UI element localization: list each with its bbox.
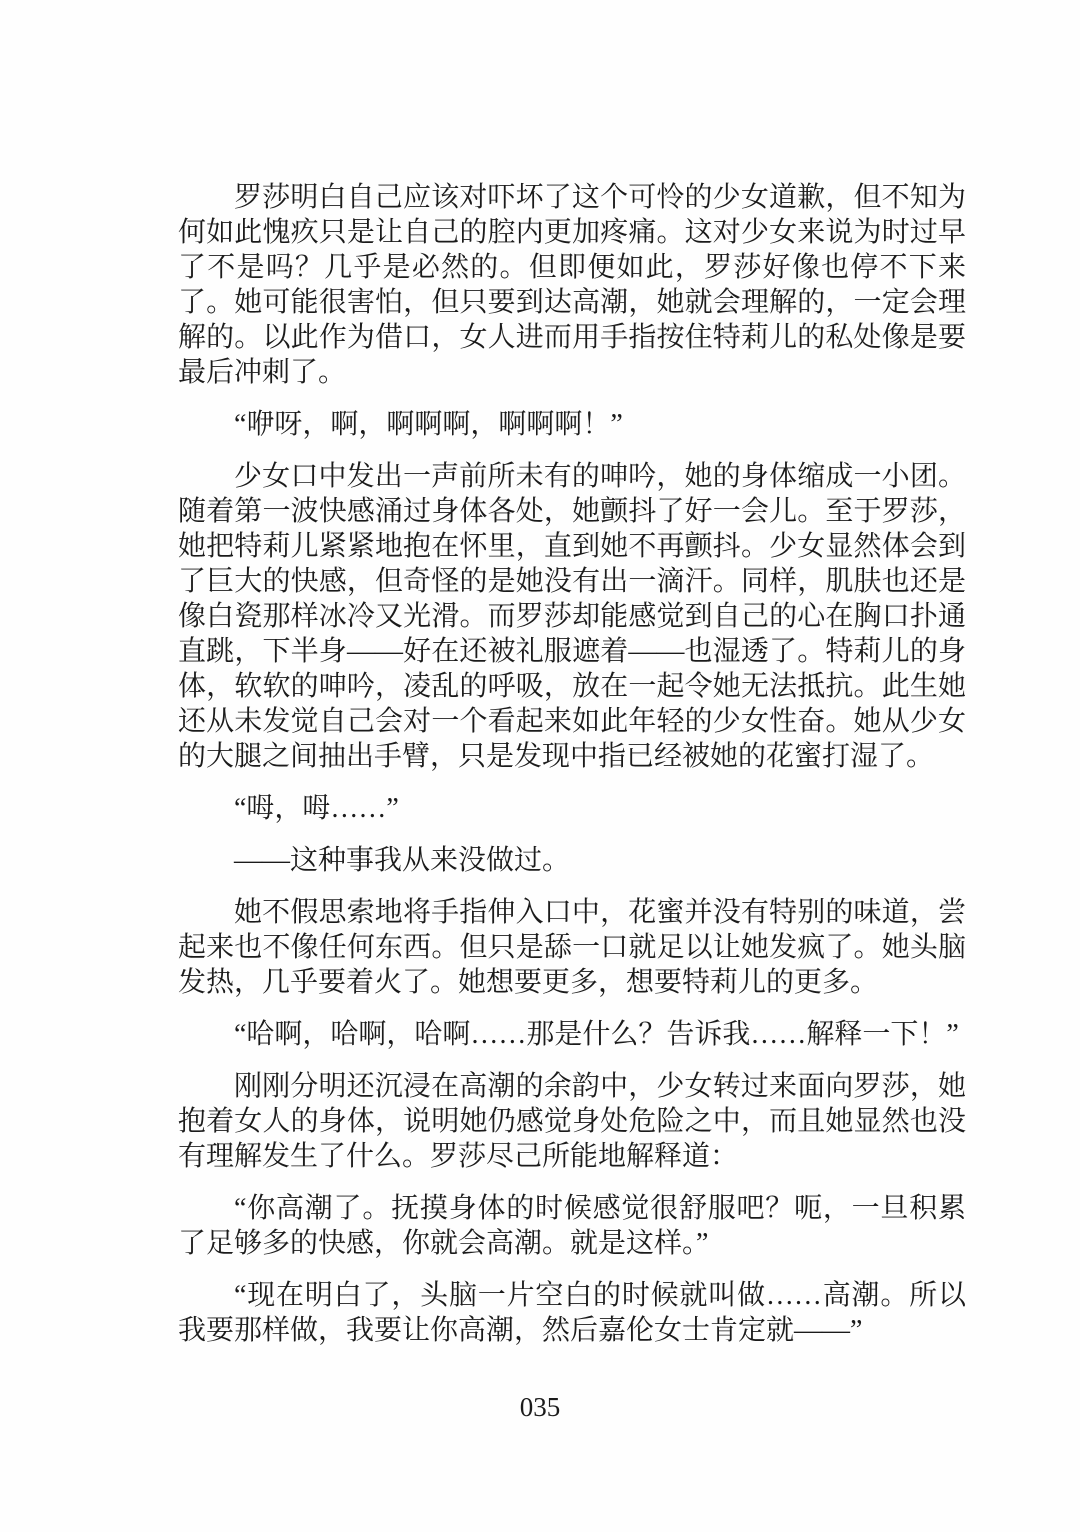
paragraph-thought: ——这种事我从来没做过。 <box>234 845 571 876</box>
paragraph-narration: 少女口中发出一声前所未有的呻吟，她的身体缩成一小团。随着第一波快感涌过身体各处，她颤抖了好一会儿。至于罗莎，她把特莉儿紧紧地抱在怀里，直到她不再颤抖。少女显然体会到了巨大的快感，但奇怪的是她没有出一滴汗。同样，肌肤也还是像白瓷那样冰冷又光滑。而罗莎却能感觉到自己的心在胸口扑通直跳，下半身——好在还被礼服遮着——也湿透了。特莉儿的身体，软软的呻吟，凌乱的呼吸，放在一起令她无法抵抗。此生她还从未发觉自己会对一个看起来如此年轻的少女性奋。她从少女的大腿之间抽出手臂，只是发现中指已经被她的花蜜打湿了。 <box>178 461 966 772</box>
paragraph-dialogue: “咿呀，啊，啊啊啊，啊啊啊！” <box>234 409 623 440</box>
page-footer <box>0 1390 1080 1424</box>
paragraph-dialogue: “现在明白了，头脑一片空白的时候就叫做……高潮。所以我要那样做，我要让你高潮，然后嘉伦女士肯定就——” <box>178 1280 966 1346</box>
paragraph-narration: 她不假思索地将手指伸入口中，花蜜并没有特别的味道，尝起来也不像任何东西。但只是舔一口就足以让她发疯了。她头脑发热，几乎要着火了。她想要更多，想要特莉儿的更多。 <box>178 897 966 998</box>
paragraph-narration: 罗莎明白自己应该对吓坏了这个可怜的少女道歉，但不知为何如此愧疚只是让自己的腔内更加疼痛。这对少女来说为时过早了不是吗？几乎是必然的。但即便如此，罗莎好像也停不下来了。她可能很害怕，但只要到达高潮，她就会理解的，一定会理解的。以此作为借口，女人进而用手指按住特莉儿的私处像是要最后冲刺了。 <box>178 182 966 388</box>
paragraph-dialogue: “哈啊，哈啊，哈啊……那是什么？告诉我……解释一下！” <box>234 1019 959 1050</box>
paragraph-dialogue: “你高潮了。抚摸身体的时候感觉很舒服吧？呃，一旦积累了足够多的快感，你就会高潮。就是这样。” <box>178 1193 966 1259</box>
page-number: 035 <box>519 1392 561 1422</box>
paragraph-narration: 刚刚分明还沉浸在高潮的余韵中，少女转过来面向罗莎，她抱着女人的身体，说明她仍感觉身处危险之中，而且她显然也没有理解发生了什么。罗莎尽己所能地解释道： <box>178 1071 966 1172</box>
text-block <box>178 180 966 1365</box>
paragraph-dialogue: “呣，呣……” <box>234 793 399 824</box>
